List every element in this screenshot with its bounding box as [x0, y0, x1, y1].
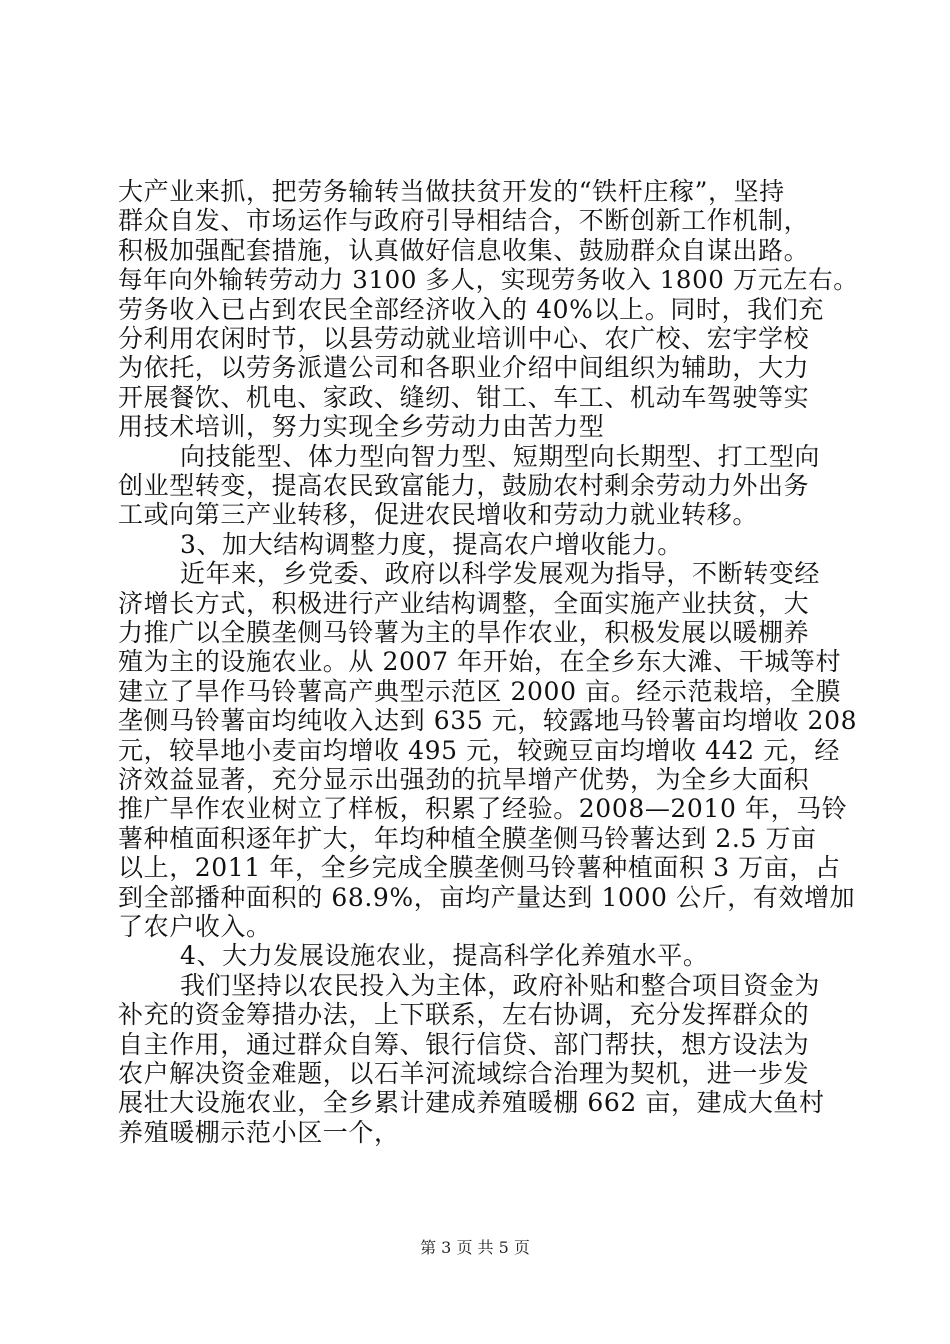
text-line: 到全部播种面积的 68.9%，亩均产量达到 1000 公斤，有效增加	[118, 882, 856, 912]
text-line: 劳务收入已占到农民全部经济收入的 40%以上。同时，我们充	[118, 294, 824, 324]
text-line: 薯种植面积逐年扩大，年均种植全膜垄侧马铃薯达到 2.5 万亩	[118, 823, 817, 853]
section-heading: 3、加大结构调整力度，提高农户增收能力。	[180, 529, 683, 559]
text-line: 展壮大设施农业，全乡累计建成养殖暖棚 662 亩，建成大鱼村	[118, 1088, 825, 1118]
text-line: 力推广以全膜垄侧马铃薯为主的旱作农业，积极发展以暖棚养	[118, 618, 810, 647]
text-line: 济增长方式，积极进行产业结构调整，全面实施产业扶贫，大	[118, 588, 810, 618]
text-line: 积极加强配套措施，认真做好信息收集、鼓励群众自谋出路。	[118, 235, 810, 265]
page-number-footer: 第 3 页 共 5 页	[420, 1238, 530, 1257]
text-line: 元，较旱地小麦亩均增收 495 元，较豌豆亩均增收 442 元，经	[118, 735, 841, 765]
text-line: 推广旱作农业树立了样板，积累了经验。2008—2010 年，马铃	[118, 794, 848, 824]
text-line: 垄侧马铃薯亩均纯收入达到 635 元，较露地马铃薯亩均增收 208	[118, 706, 858, 736]
text-line: 以上，2011 年，全乡完成全膜垄侧马铃薯种植面积 3 万亩，占	[118, 853, 841, 883]
text-line: 补充的资金筹措办法，上下联系，左右协调，充分发挥群众的	[118, 1000, 810, 1030]
text-line: 农户解决资金难题，以石羊河流域综合治理为契机，进一步发	[118, 1059, 810, 1088]
paragraph-first-line: 近年来，乡党委、政府以科学发展观为指导，不断转变经	[180, 559, 821, 589]
paragraph-first-line: 向技能型、体力型向智力型、短期型向长期型、打工型向	[180, 441, 821, 471]
text-line: 工或向第三产业转移，促进农民增收和劳动力就业转移。	[118, 500, 759, 530]
text-line: 了农户收入。	[118, 912, 272, 941]
text-line: 建立了旱作马铃薯高产典型示范区 2000 亩。经示范栽培，全膜	[118, 676, 842, 706]
text-line: 殖为主的设施农业。从 2007 年开始，在全乡东大滩、干城等村	[118, 647, 842, 677]
paragraph-first-line: 我们坚持以农民投入为主体，政府补贴和整合项目资金为	[180, 970, 821, 1000]
text-line: 用技术培训，努力实现全乡劳动力由苦力型	[118, 412, 605, 442]
text-line: 济效益显著，充分显示出强劲的抗旱增产优势，为全乡大面积	[118, 765, 810, 794]
text-line: 大产业来抓，把劳务输转当做扶贫开发的“铁杆庄稼”，坚持	[118, 177, 785, 206]
text-line: 每年向外输转劳动力 3100 多人，实现劳务收入 1800 万元左右。	[118, 265, 859, 295]
text-line: 自主作用，通过群众自筹、银行信贷、部门帮扶，想方设法为	[118, 1029, 810, 1059]
text-line: 创业型转变，提高农民致富能力，鼓励农村剩余劳动力外出务	[118, 471, 810, 500]
text-line: 群众自发、市场运作与政府引导相结合，不断创新工作机制，	[118, 206, 810, 236]
text-line: 分利用农闲时节，以县劳动就业培训中心、农广校、宏宇学校	[118, 324, 810, 353]
section-heading: 4、大力发展设施农业，提高科学化养殖水平。	[180, 941, 709, 971]
text-line: 开展餐饮、机电、家政、缝纫、钳工、车工、机动车驾驶等实	[118, 382, 810, 412]
text-line: 为依托，以劳务派遣公司和各职业介绍中间组织为辅助，大力	[118, 353, 810, 383]
text-line: 养殖暖棚示范小区一个，	[118, 1117, 400, 1147]
